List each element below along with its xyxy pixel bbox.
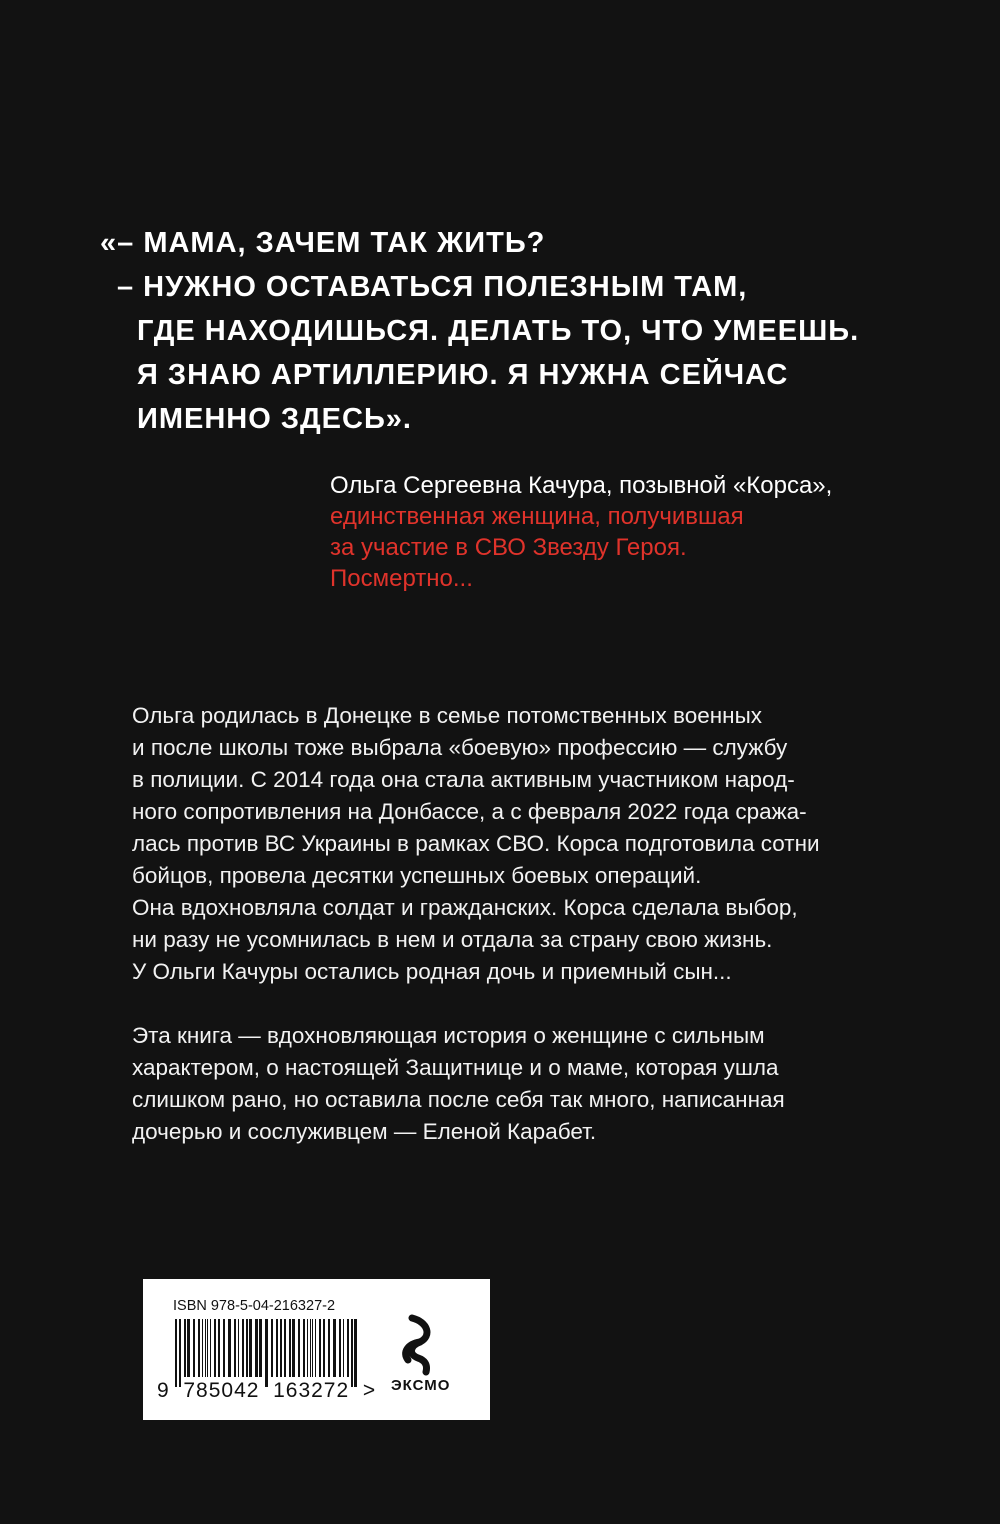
barcode-bar <box>307 1319 308 1377</box>
barcode-bar <box>202 1319 203 1377</box>
description-line: дочерью и сослуживцем — Еленой Карабет. <box>132 1119 597 1144</box>
description-line: Она вдохновляла солдат и гражданских. Корса сделала выбор, <box>132 895 798 920</box>
barcode-bar <box>351 1319 353 1387</box>
barcode-bar <box>298 1319 300 1377</box>
barcode-bar <box>289 1319 291 1377</box>
quote-line: Я ЗНАЮ АРТИЛЛЕРИЮ. Я НУЖНА СЕЙЧАС <box>137 359 789 391</box>
barcode-bar <box>310 1319 311 1377</box>
barcode-bar <box>175 1319 177 1387</box>
attribution-name: Ольга Сергеевна Качура, позывной «Корса», <box>330 472 833 499</box>
description-line: и после школы тоже выбрала «боевую» профессию — службу <box>132 735 788 760</box>
barcode-bar <box>284 1319 286 1377</box>
barcode-bar <box>271 1319 273 1377</box>
barcode-icon <box>175 1319 360 1387</box>
barcode-digits: 9 785042 163272 > <box>157 1379 377 1402</box>
description-line: ного сопротивления на Донбассе, а с февраля 2022 года сража- <box>132 799 807 824</box>
barcode-bar <box>193 1319 195 1377</box>
barcode-bar <box>246 1319 248 1377</box>
barcode-bar <box>255 1319 258 1377</box>
barcode-bar <box>333 1319 336 1377</box>
barcode-bar <box>214 1319 216 1377</box>
attribution-red-line: за участие в СВО Звезду Героя. <box>330 534 687 561</box>
barcode-bar <box>249 1319 252 1377</box>
eksmo-logo-icon <box>398 1314 438 1376</box>
attribution-red-line: Посмертно... <box>330 565 473 592</box>
barcode-bar <box>280 1319 282 1377</box>
description-line: ни разу не усомнилась в нем и отдала за страну свою жизнь. <box>132 927 773 952</box>
barcode-bar <box>259 1319 262 1377</box>
description-line: У Ольги Качуры остались родная дочь и приемный сын... <box>132 959 732 984</box>
barcode-bar <box>339 1319 341 1377</box>
barcode-bar <box>343 1319 344 1377</box>
quote-line: «– МАМА, ЗАЧЕМ ТАК ЖИТЬ? <box>100 227 546 259</box>
publisher-name: ЭКСМО <box>391 1377 451 1394</box>
barcode-bar <box>187 1319 190 1377</box>
description-line: лась против ВС Украины в рамках СВО. Корса подготовила сотни <box>132 831 820 856</box>
barcode-bar <box>234 1319 236 1377</box>
description-line: Эта книга — вдохновляющая история о женщине с сильным <box>132 1023 765 1048</box>
barcode-bar <box>238 1319 239 1377</box>
description-line: бойцов, провела десятки успешных боевых операций. <box>132 863 702 888</box>
attribution-red-line: единственная женщина, получившая <box>330 503 744 530</box>
barcode-bar <box>347 1319 349 1377</box>
barcode-bar <box>228 1319 231 1377</box>
barcode-bar <box>242 1319 244 1377</box>
isbn-label: ISBN 978-5-04-216327-2 <box>173 1298 336 1314</box>
barcode-bar <box>323 1319 325 1377</box>
description-line: Ольга родилась в Донецке в семье потомственных военных <box>132 703 763 728</box>
barcode-bar <box>319 1319 321 1377</box>
description-line: в полиции. С 2014 года она стала активным участником народ- <box>132 767 795 792</box>
barcode-bar <box>328 1319 330 1377</box>
barcode-bar <box>205 1319 206 1377</box>
barcode-bar <box>218 1319 220 1377</box>
quote-line: ИМЕННО ЗДЕСЬ». <box>137 403 412 435</box>
quote-line: ГДЕ НАХОДИШЬСЯ. ДЕЛАТЬ ТО, ЧТО УМЕЕШЬ. <box>137 315 860 347</box>
barcode-bar <box>223 1319 225 1377</box>
barcode-bar <box>292 1319 295 1377</box>
barcode-bar <box>265 1319 268 1387</box>
barcode-bar <box>198 1319 200 1377</box>
quote-line: – НУЖНО ОСТАВАТЬСЯ ПОЛЕЗНЫМ ТАМ, <box>117 271 748 303</box>
barcode-bar <box>184 1319 186 1377</box>
barcode-bar <box>303 1319 305 1377</box>
barcode-bar <box>210 1319 211 1377</box>
barcode-bar <box>179 1319 181 1387</box>
description-line: характером, о настоящей Защитнице и о маме, которая ушла <box>132 1055 779 1080</box>
barcode-bar <box>207 1319 208 1377</box>
barcode-bar <box>312 1319 313 1377</box>
barcode-bar <box>315 1319 316 1377</box>
description-line: слишком рано, но оставила после себя так много, написанная <box>132 1087 785 1112</box>
barcode-bar <box>276 1319 278 1377</box>
barcode-bar <box>354 1319 357 1387</box>
barcode-panel <box>143 1279 490 1420</box>
